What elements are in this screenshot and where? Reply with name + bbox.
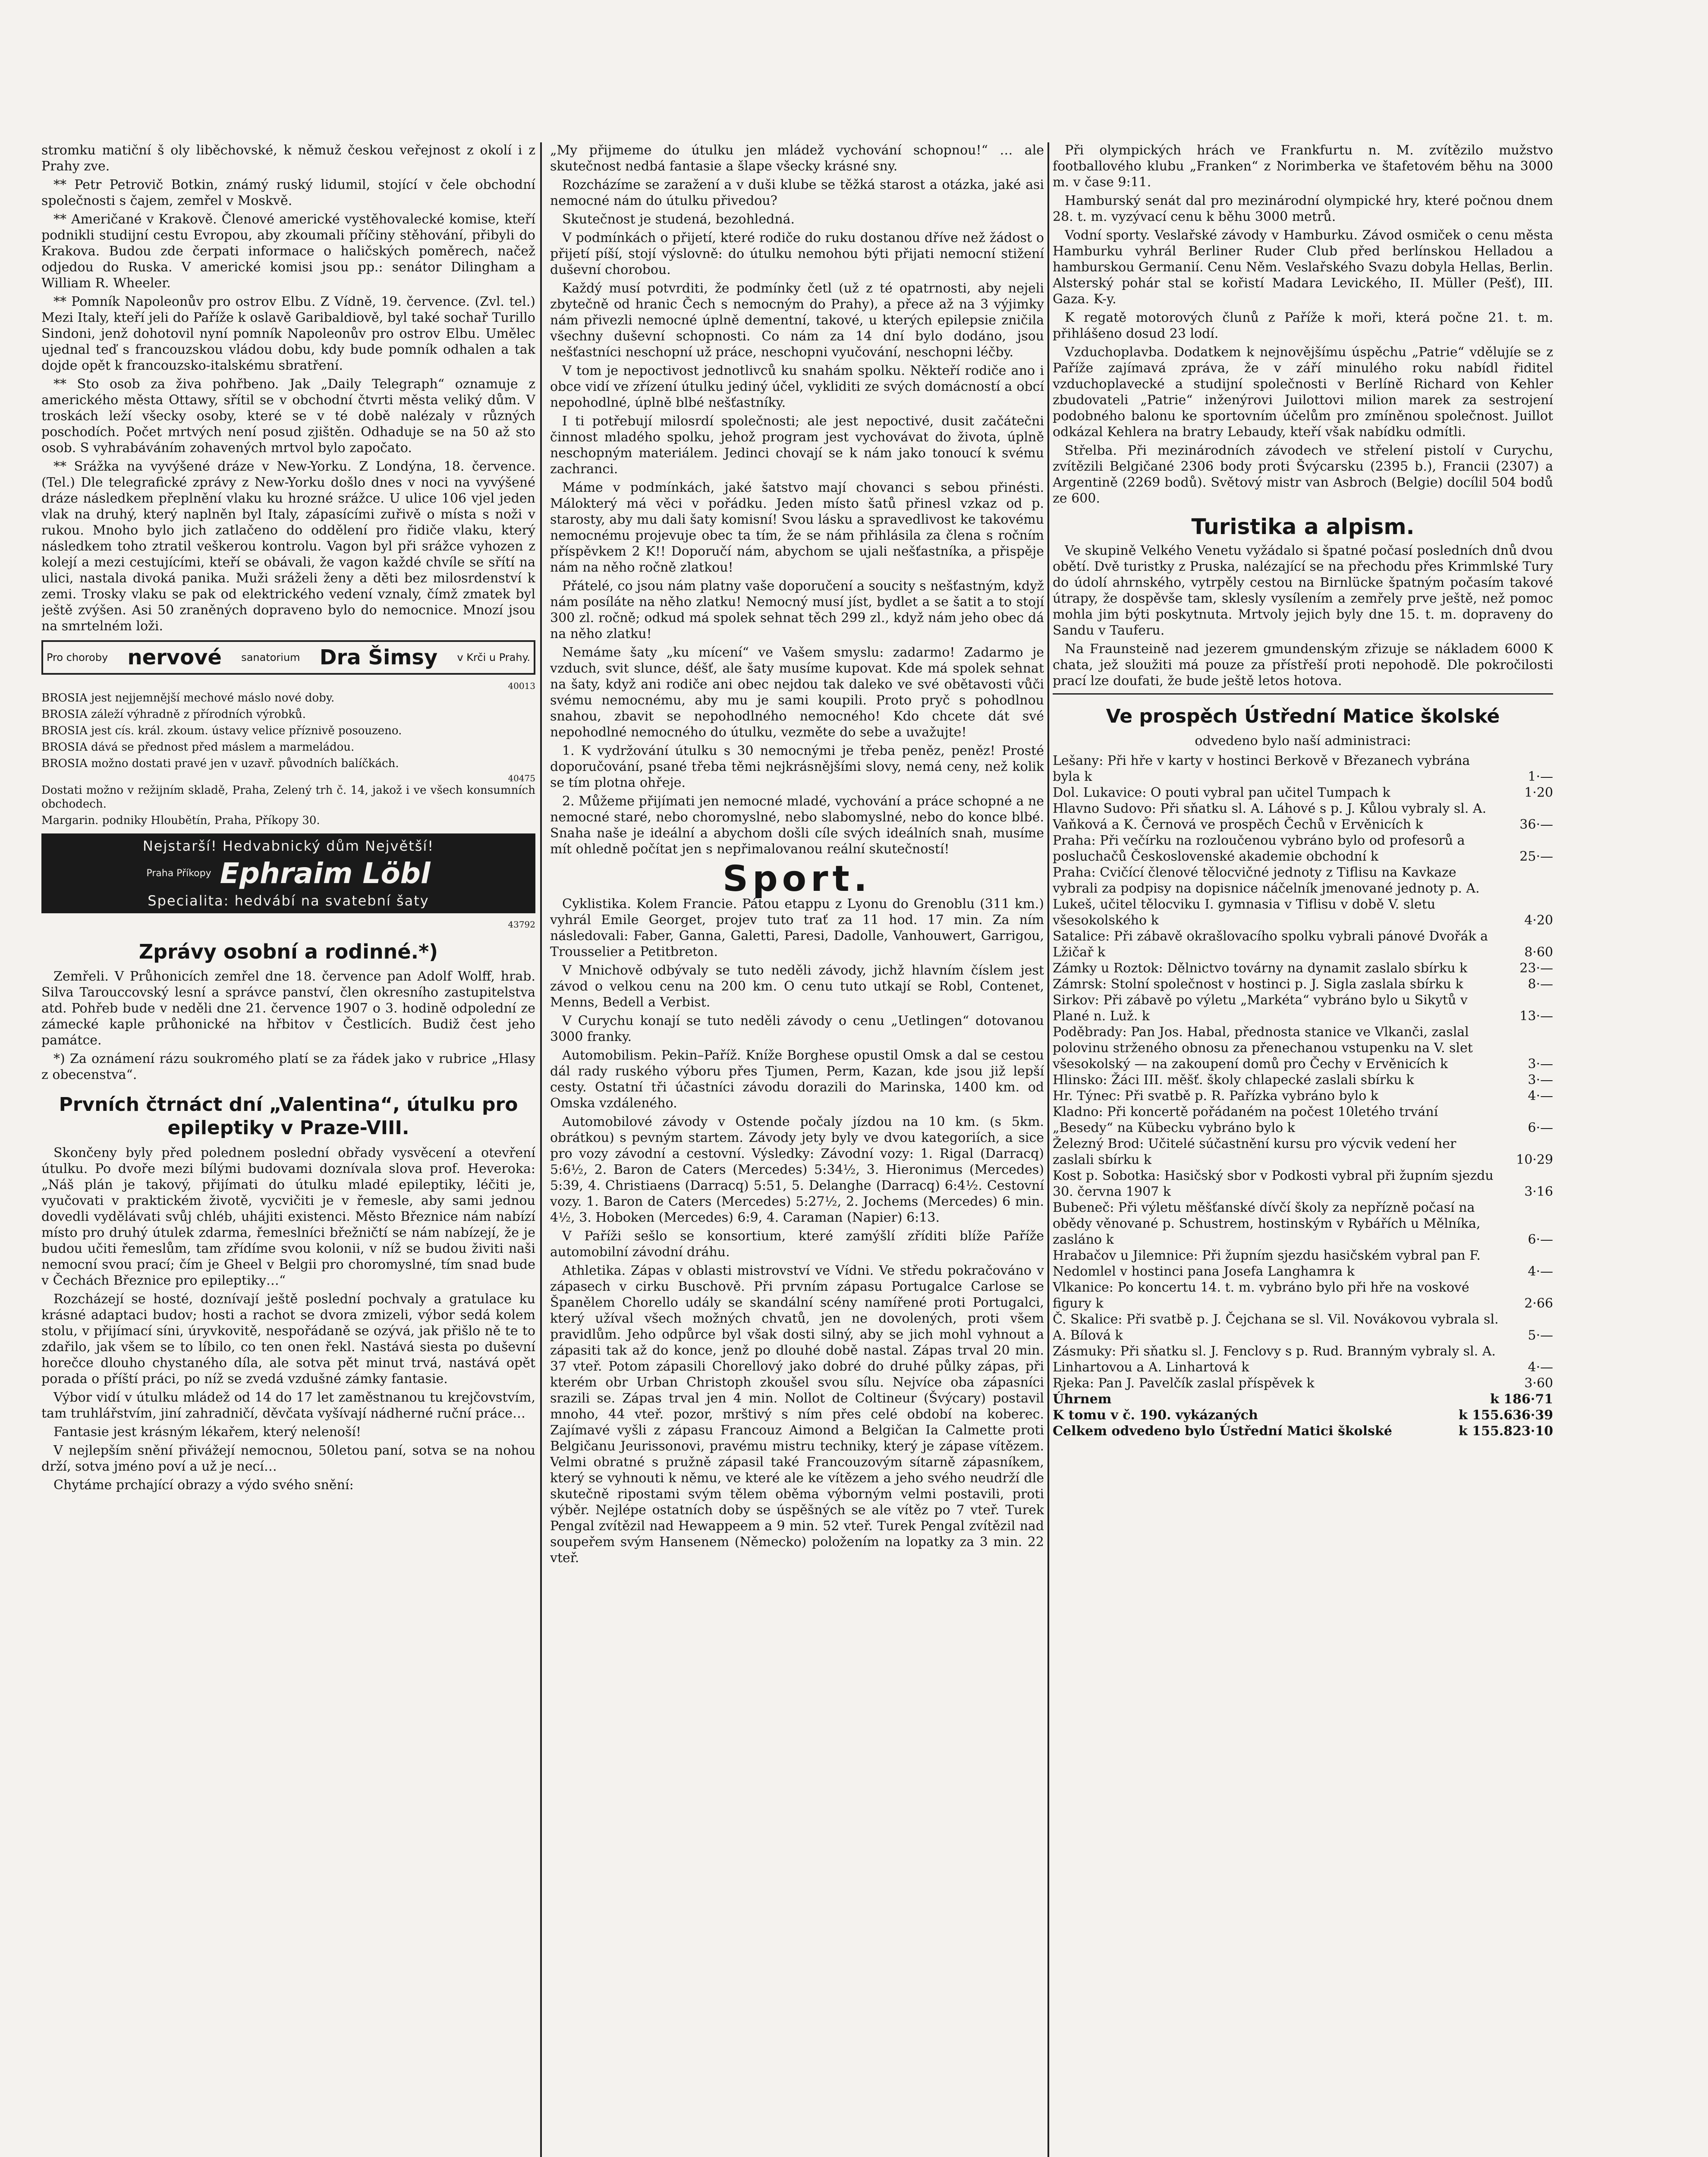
valentina-paragraph: V podmínkách o přijetí, které rodiče do ruku dostanou dříve než žádost o přijetí píší, stojí výslovně: do útulku nemohou býti přijati nemocní stižení duševní chorobou. bbox=[550, 230, 1044, 277]
section-heading-sport: Sport. bbox=[723, 858, 871, 899]
sport-paragraph: Cyklistika. Kolem Francie. Pátou etappu z Lyonu do Grenoblu (311 km.) vyhrál Emile Georget, projev tuto trať za 11 hod. 17 min. Za ním následovali: Faber, Ganna, Galetti, Paresi, Dadolle, Vanhouwert, Garrigou, Trousselier a Petitbreton. bbox=[550, 896, 1044, 959]
sport-paragraph: Vzduchoplavba. Dodatkem k nejnovějšímu úspěchu „Patrie“ vdělujíe se z Paříže zajímavá zpráva, že v září minulého roku nabídl řiditel vzduchoplavecké a studijní společnosti v Berlíně Richard von Kehler zbudovateli „Patrie“ inženýrovi Juilottovi milion marek za sestrojení podobného balonu ke sportovním účelům pro zmíněnou společnost. Juillot odkázal Kehlera na bratry Lebaudy, kteří však nabídku odmítli. bbox=[1053, 345, 1553, 440]
news-paragraph: ** Sto osob za živa pohřbeno. Jak „Daily Telegraph“ oznamuje z amerického města Ottawy, sřítil se v obchodní čtvrti města veliký dům. V troskách leží všecky osoby, které se v té době nalézaly v různých poschodích. Počet mrtvých není posud zjištěn. Odhaduje se na 50 až sto osob. S vyhrabáváním zohavených mrtvol bylo započato. bbox=[41, 377, 535, 456]
banner-bottom-line: Specialita: hedvábí na svatební šaty bbox=[148, 893, 429, 909]
valentina-paragraph: Nemáme šaty „ku mícení“ ve Vašem smyslu: zadarmo! Zadarmo je vzduch, svit slunce, déšť, ale šaty musíme kupovat. Kde má spolek sehnat na šaty, když ani rodiče ani obec nejdou tak daleko ve své obětavosti vůči svému nemocnému, aby mu je sami koupili. Proto pryč s pohodlnou snahou, zbavit se nepohodlného nemocného! Kdo chcete dát své nepohodlné nemocného do útulku, vezměte do sebe a uvažujte! bbox=[550, 645, 1044, 740]
donation-amount: 4·— bbox=[1528, 1088, 1553, 1104]
news-paragraph: ** Petr Petrovič Botkin, známý ruský lidumil, stojící v čele obchodní společnosti s čajem, zemřel v Moskvě. bbox=[41, 177, 535, 208]
donation-amount: 8·60 bbox=[1524, 945, 1553, 960]
total-row bbox=[1053, 1391, 1553, 1407]
sport-paragraph: Athletika. Zápas v oblasti mistrovství ve Vídni. Ve středu pokračováno v zápasech v cirku Buschově. Při prvním zápasu Portugalce Carlose se Španělem Chorello udály se skandální scény namířené proti Portugalci, který užíval všech možných chvatů, jen ne dovolených, proti všem pravidlům. Jeho odpůrce byl však dosti silný, aby se jich mohl vyhnout a zápasiti tak až do konce, jenž po dlouhé době nastal. Zápas trval 20 min. 37 vteř. Potom zápasili Chorellový jako dobré do druhé půlky zápas, při kterém obr Urban Christoph zkoušel svou sílu. Nejvíce oba zápasníci srazili se. Zápas trval jen 4 min. Nollot de Coltineur (Švýcary) postavil mnoho, 44 vteř. pozor, mrštivý s ním přes celé období na koberec. Zajímavé vyšli z zápasu Francouz Aimond a Belgičan Ia Calmette proti Belgičanu Jeurissonovi, pravému mistru techniky, který je zápase vítězem. Velmi obratné s pružně zápasil také Francouzovým sítarně zápasníkem, který se vyhnouti k němu, ve které ale ke vítězem a jeho svého neudrží dle skutečně ripostami svým tělem oběma výborným velmi postavili, proti výběr. Nejlépe ostatních doby se úspěšných se ale vítěz po 7 vteř. Turek Pengal zvítězil nad Hewappeem a 9 min. 52 vteř. Turek Pengal zvítězil nad soupeřem svým Hansenem (Německo) položením na lopatky za 3 min. 22 vteř. bbox=[550, 1263, 1044, 1566]
grand-total-row bbox=[1053, 1423, 1553, 1439]
column-3 bbox=[1053, 142, 1553, 1439]
valentina-paragraph: I ti potřebují milosrdí společnosti; ale jest nepoctivé, dusit začátečni činnost mladého spolku, jehož program jest vychovávat do života, úplně neschopným materiálem. Jedinci chovají se k nám jako tonoucí k svému zachranci. bbox=[550, 414, 1044, 477]
banner-name: Ephraim Löbl bbox=[220, 857, 431, 890]
brosia-line: Margarin. podniky Hloubětín, Praha, Příkopy 30. bbox=[41, 814, 320, 827]
lobl-banner bbox=[41, 833, 535, 913]
carry-amount: k 155.636·39 bbox=[1458, 1408, 1553, 1423]
valentina-paragraph: Každý musí potvrditi, že podmínky četl (už z té opatrnosti, aby nejeli zbytečně od hranic Čech s nemocným do Prahy), a přece až na 3 výjimky nám přivezli nemocné úplně dementní, takové, u kterých epilepsie zničila všechny duševní schopnosti. Co nám za 14 dní bylo dodáno, jsou nešťastníci neschopní už práce, neschopni vyučování, neschopni léčby. bbox=[550, 281, 1044, 360]
donation-amount: 4·— bbox=[1528, 1264, 1553, 1279]
donation-amount: 2·66 bbox=[1524, 1296, 1553, 1311]
donation-amount: 5·— bbox=[1528, 1328, 1553, 1343]
donation-row bbox=[1053, 865, 1553, 928]
donation-amount: 4·20 bbox=[1524, 913, 1553, 928]
donation-amount: 4·— bbox=[1528, 1360, 1553, 1375]
donation-text: Železný Brod: Učitelé súčastnění kursu pro výcvik vedení her zaslali sbírku k bbox=[1053, 1136, 1456, 1167]
column-2 bbox=[550, 142, 1044, 1569]
donation-text: Zásmuky: Při sňatku sl. J. Fenclovy s p. Rud. Branným vybraly sl. A. Linhartovou a A. Linhartová k bbox=[1053, 1344, 1496, 1375]
donation-text: Rjeka: Pan J. Pavelčík zaslal příspěvek k bbox=[1053, 1376, 1315, 1391]
donation-text: Bubeneč: Při výletu měšťanské dívčí školy za nepřízně počasí na obědy věnované p. Schustrem, hostinským v Rybářích u Mělníka, zasláno k bbox=[1053, 1200, 1481, 1247]
sport-paragraph: Automobilism. Pekin–Paříž. Kníže Borghese opustil Omsk a dal se cestou dál rady ruského výboru přes Tjumen, Perm, Kazan, kde jsou již lepší cesty. Ostatní tři účastníci závodu dorazili do Marinska, 1400 km. od Omska vzdáleného. bbox=[550, 1048, 1044, 1111]
valentina-paragraph: „My přijmeme do útulku jen mládež vychování schopnou!“ … ale skutečnost nedbá fantasie a šlape všecky krásné sny. bbox=[550, 143, 1044, 174]
donation-row bbox=[1053, 1024, 1553, 1072]
carry-row bbox=[1053, 1407, 1553, 1423]
ad-number: 40475 bbox=[508, 773, 535, 783]
valentina-paragraph: Fantasie jest krásným lékařem, který nelenoší! bbox=[53, 1424, 361, 1440]
donation-row bbox=[1053, 1072, 1553, 1088]
valentina-paragraph: 1. K vydržování útulku s 30 nemocnými je třeba peněz, peněz! Prosté doporučování, psané třeba těmi nejkrásnějšími slovy, nemá ceny, než kolik se tím plotna ohřeje. bbox=[550, 743, 1044, 790]
banner-small-text: Praha Příkopy bbox=[146, 868, 211, 879]
donation-row bbox=[1053, 1136, 1553, 1168]
ad-number: 43792 bbox=[508, 919, 535, 930]
donation-text: Hlinsko: Žáci III. měšť. školy chlapecké zaslali sbírku k bbox=[1053, 1072, 1414, 1088]
donation-text: Hrabačov u Jilemnice: Při župním sjezdu hasičském vybral pan F. Nedomlel v hostinci pana Josefa Langhamra k bbox=[1053, 1248, 1481, 1279]
donation-list bbox=[1053, 753, 1553, 1391]
sport-paragraph: Automobilové závody v Ostende počaly jízdou na 10 km. (s 5km. obrátkou) s pevným startem. Závody jety byly ve dvou kategoriích, a sice pro vozy závodní a cestovní. Výsledky: Závodní vozy: 1. Rigal (Darracq) 5:6½, 2. Baron de Caters (Mercedes) 5:34½, 3. Hieronimus (Mercedes) 5:39, 4. Christiaens (Darracq) 5:51, 5. Delanghe (Darracq) 6:4½. Cestovní vozy. 1. Baron de Caters (Mercedes) 5:27½, 2. Jochems (Mercedes) 6 min. 4½, 3. Hoboken (Mercedes) 6:9, 4. Caraman (Napier) 6:13. bbox=[550, 1114, 1044, 1225]
valentina-paragraph: Chytáme prchající obrazy a výdo svého snění: bbox=[53, 1478, 354, 1493]
donation-row bbox=[1053, 960, 1553, 976]
donation-row bbox=[1053, 833, 1553, 865]
section-heading-personal: Zprávy osobní a rodinné.*) bbox=[138, 940, 438, 963]
brosia-line: BROSIA jest cís. král. zkoum. ústavy velice příznivě posouzeno. bbox=[41, 724, 402, 737]
donation-row bbox=[1053, 992, 1553, 1024]
section-heading-turistika: Turistika a alpism. bbox=[1191, 514, 1415, 539]
brosia-line: BROSIA záleží výhradně z přírodních výrobků. bbox=[41, 708, 306, 721]
column-1 bbox=[41, 142, 535, 1496]
donation-text: Zámrsk: Stolní společnost v hostinci p. J. Sigla zaslala sbírku k bbox=[1053, 977, 1463, 992]
valentina-paragraph: Rozcházíme se zaražení a v duši klube se těžká starost a otázka, jaké asi nemocné nám do útulku přivedou? bbox=[550, 177, 1044, 208]
donation-text: Hr. Týnec: Při svatbě p. R. Pařízka vybráno bylo k bbox=[1053, 1088, 1378, 1104]
sport-paragraph: Vodní sporty. Veslařské závody v Hamburku. Závod osmiček o cenu města Hamburku vyhrál Berliner Ruder Club před berlínskou Helladou a hamburskou Germanií. Cenu Něm. Veslařského Svazu dobyla Hellas, Berlin. Alsterský pohár stal se kořistí Madara Levického, II. Müller (Pešť), III. Gaza. K-y. bbox=[1053, 228, 1553, 307]
sport-paragraph: V Paříži sešlo se konsortium, které zamýšlí zříditi blíže Paříže automobilní závodní dráhu. bbox=[550, 1229, 1044, 1260]
donation-amount: 3·16 bbox=[1524, 1184, 1553, 1199]
valentina-paragraph: 2. Můžeme přijímati jen nemocné mladé, vychování a práce schopné a ne nemocné staré, nebo choromyslné, nebo slabomyslné, nebo do konce blbé. Snaha naše je ideální a abychom došli cíle svých ideálních snah, musíme mít ohledně počítat jen s nepřimalovanou reální skutečností! bbox=[550, 794, 1044, 857]
ad-number: 40013 bbox=[508, 681, 535, 691]
valentina-paragraph: Přátelé, co jsou nám platny vaše doporučení a soucity s nešťastným, když nám posíláte na něho zlatku! Nemocný musí jíst, bydlet a se šatit a to stojí 300 zl. ročně; odkud má spolek sehnat těch 299 zl., když nám jeho obec dá na něho zlatku! bbox=[550, 579, 1044, 641]
donation-amount: 36·— bbox=[1519, 817, 1553, 832]
donation-row bbox=[1053, 1280, 1553, 1311]
valentina-paragraph: Skutečnost je studená, bezohledná. bbox=[562, 212, 795, 227]
donation-amount: 3·60 bbox=[1524, 1376, 1553, 1391]
donation-text: Zámky u Roztok: Dělnictvo továrny na dynamit zaslalo sbírku k bbox=[1053, 961, 1468, 976]
brosia-line: BROSIA dává se přednost před máslem a marmeládou. bbox=[41, 741, 355, 754]
donation-text: Č. Skalice: Při svatbě p. J. Čejchana se sl. Vil. Novákovou vybrala sl. A. Bílová k bbox=[1053, 1312, 1499, 1343]
donation-text: Dol. Lukavice: O pouti vybral pan učitel Tumpach k bbox=[1053, 785, 1390, 800]
section-heading-valentina: Prvních čtrnáct dní „Valentina“, útulku pro epileptiky v Praze-VIII. bbox=[59, 1094, 518, 1139]
column-rule-2 bbox=[1047, 142, 1049, 2157]
donation-amount: 6·— bbox=[1528, 1232, 1553, 1247]
donation-amount: 13·— bbox=[1519, 1009, 1553, 1024]
donation-text: Praha: Cvičící členové tělocvičné jednoty z Tiflisu na Kavkaze vybrali za podpisy na dopisnice náčelník jmenované jednoty p. A. Lukeš, učitel tělocviku I. gymnasia v Tiflisu v době V. sletu všesokolského k bbox=[1053, 865, 1480, 928]
donation-row bbox=[1053, 1311, 1553, 1343]
donation-row bbox=[1053, 753, 1553, 785]
grand-amount: k 155.823·10 bbox=[1458, 1424, 1553, 1439]
turistika-paragraph: Ve skupině Velkého Venetu vyžádalo si špatné počasí posledních dnů dvou obětí. Dvě turistky z Pruska, nalézající se na přechodu přes Krimmlské Tury do údolí ahrnského, vytrpěly cestou na Birnlücke špatným počasím takové útrapy, že dospěvše tam, sklesly vysílením a zemřely prve ještě, než pomoc mohla jim býti poskytnuta. Mrtvoly jejich byly dne 15. t. m. dopraveny do Sandu v Tauferu. bbox=[1053, 543, 1553, 638]
news-paragraph: ** Američané v Krakově. Členové americké vystěhovalecké komise, kteří podnikli studijní cestu Evropou, aby zkoumali příčiny stěhování, přibyli do Krakova. Budou zde čerpati informace o haličských poměrech, načež odjedou do Ruska. V americké komisi jsou pp.: senátor Dilingham a William R. Wheeler. bbox=[41, 212, 535, 291]
donation-row bbox=[1053, 976, 1553, 992]
sport-paragraph: V Curychu konají se tuto neděli závody o cenu „Uetlingen“ dotovanou 3000 franky. bbox=[550, 1013, 1044, 1044]
donation-text: Kost p. Sobotka: Hasičský sbor v Podkosti vybral při župním sjezdu 30. června 1907 k bbox=[1053, 1168, 1494, 1199]
turistika-paragraph: Na Fraunsteině nad jezerem gmundenským zřizuje se nákladem 6000 K chata, jež sloužiti má pouze za přístřeší proti nepohodě. Dle pokročilosti prací lze doufati, že bude ještě letos hotova. bbox=[1053, 641, 1553, 689]
sport-paragraph: Hamburský senát dal pro mezinárodní olympické hry, které počnou dnem 28. t. m. vyzývací cenu k běhu 3000 metrů. bbox=[1053, 193, 1553, 224]
valentina-paragraph: Máme v podmínkách, jaké šatstvo mají chovanci s sebou přinésti. Málokterý má věci v pořádku. Jeden místo šatů přinesl vzkaz od p. starosty, aby mu dali šaty komisní! Svou lásku a spravedlivost ke takovému nemocnému projevuje obec ta tím, že se nám přihlásila za člena s ročním příspěvkem 2 K!! Doporučí nám, abychom se ujali nešťastníka, a přispěje nám na něho ročně zlatkou! bbox=[550, 480, 1044, 575]
donation-amount: 3·— bbox=[1528, 1072, 1553, 1088]
valentina-paragraph: Rozcházejí se hosté, doznívají ještě poslední pochvaly a gratulace ku krásné adaptaci budov; hosti a rachot se dvora zmizeli, výbor sedá kolem stolu, v přijímací síni, úryvkovitě, nespořádaně se ozývá, jak přišlo ně te to zdařilo, jak všem se to líbilo, co ten onen řekl. Nastává siesta po duševní horečce dlouho chystaného díla, ale sotva pět minut trvá, nastává opět porada o příští práci, po níž se zvedá vzdušné zámky fantasie. bbox=[41, 1292, 535, 1387]
brosia-line: BROSIA možno dostati pravé jen v uzavř. původních balíčkách. bbox=[41, 757, 399, 770]
total-label: Úhrnem bbox=[1053, 1392, 1112, 1407]
donation-text: Satalice: Při zábavě okrašlovacího spolku vybrali pánové Dvořák a Lžičař k bbox=[1053, 929, 1488, 960]
news-paragraph: ** Srážka na vyvýšené dráze v New-Yorku. Z Londýna, 18. července. (Tel.) Dle telegrafické zprávy z New-Yorku došlo dnes v noci na vyvýšené dráze následkem přeplnění vlaku ku hrozné srážce. U ulice 106 vjel jeden vlak na druhý, který naplněn byl Italy, zápasícími zuřivě o místa s noži v rukou. Mnoho bylo jich zatlačeno do oddělení pro řidiče vlaku, který následkem toho ztratil veškerou kontrolu. Vagon byl při srážce vyhozen z kolejí a mezi cestujícími, kteří se obávali, že vagon každé chvíle se sřítí na ulici, nastala divoká panika. Muži sráželi ženy a děti bez milosrdenství k zemi. Trosky vlaku se pak od elektrického vedení vznaly, čímž zmatek byl ještě zvýšen. Asi 50 zraněných dopraveno bylo do nemocnice. Mnozí jsou na smrtelném loži. bbox=[41, 459, 535, 634]
donation-amount: 1·20 bbox=[1524, 785, 1553, 800]
donation-text: Kladno: Při koncertě pořádaném na počest 10letého trvání „Besedy“ na Kübecku vybráno bylo k bbox=[1053, 1104, 1438, 1135]
valentina-paragraph: Skončeny byly před polednem poslední obřady vysvěcení a otevření útulku. Po dvoře mezi bílými budovami doznívala slova prof. Heveroka: „Náš plán je takový, přijímati do útulku mladé epileptiky, léčiti je, vyučovati v praktickém životě, vycvičiti je v řemesle, aby sami jednou dovedli vydělávati svůj chléb, uhájiti existenci. Město Březnice nám nabízí místo pro druhý útulek zdarma, řemeslníci břežničtí se nám nabízejí, že je budou učiti řemeslům, tam zřídíme svou kolonii, v níž se budou živiti naši nemocní svou prací; čím je Gheel v Belgii pro choromyslné, tím snad bude v Čechách Březnice pro epileptiky…“ bbox=[41, 1145, 535, 1288]
valentina-paragraph: Výbor vidí v útulku mládež od 14 do 17 let zaměstnanou tu krejčovstvím, tam truhlářstvím, jiní zahradničí, děvčata vyšívají nádherné ruční práce… bbox=[41, 1390, 535, 1421]
donation-row bbox=[1053, 1168, 1553, 1200]
donation-amount: 6·— bbox=[1528, 1120, 1553, 1135]
brosia-ad bbox=[41, 691, 535, 827]
valentina-paragraph: V nejlepším snění přivážejí nemocnou, 50letou paní, sotva se na nohou drží, sotva jméno poví a už je necí… bbox=[41, 1443, 535, 1474]
sport-paragraph: K regatě motorových člunů z Paříže k moři, která počne 21. t. m. přihlášeno dosud 23 lodí. bbox=[1053, 310, 1553, 341]
donation-text: Sirkov: Při zábavě po výletu „Markéta“ vybráno bylo u Sikytů v Plané n. Luž. k bbox=[1053, 993, 1468, 1024]
column-rule-1 bbox=[540, 142, 542, 2157]
donation-row bbox=[1053, 1104, 1553, 1136]
section-heading-matice: Ve prospěch Ústřední Matice školské bbox=[1106, 705, 1500, 727]
sport-paragraph: V Mnichově odbývaly se tuto neděli závody, jichž hlavním číslem jest závod o velkou cenu na 200 km. O cenu tuto utkají se Robl, Contenet, Menns, Bedell a Verbist. bbox=[550, 963, 1044, 1010]
donation-row bbox=[1053, 1088, 1553, 1104]
ad-mid-text: sanatorium bbox=[241, 651, 300, 663]
ad-big-text: nervové bbox=[127, 645, 222, 670]
donation-text: Poděbrady: Pan Jos. Habal, přednosta stanice ve Vlkanči, zaslal polovinu strženého obnosu za přenechanou vstupenku na V. slet všesokolský — na zakoupení domů pro Čechy v Ervěnicích k bbox=[1053, 1025, 1473, 1072]
carry-label: K tomu v č. 190. vykázaných bbox=[1053, 1408, 1258, 1423]
sanatorium-ad bbox=[41, 640, 535, 675]
personal-paragraph: Zemřeli. V Průhonicích zemřel dne 18. července pan Adolf Wolff, hrab. Silva Tarouccovský lesní a správce panství, člen okresního zastupitelstva atd. Pohřeb bude v neděli dne 21. července 1907 o 3. hodině odpolední ze zámecké kaple průhonické na hřbitov v Čestlicích. Budiž čest jeho památce. bbox=[41, 969, 535, 1048]
donation-amount: 23·— bbox=[1519, 961, 1553, 976]
donation-row bbox=[1053, 1200, 1553, 1248]
banner-top-line: Nejstarší! Hedvabnický dům Největší! bbox=[142, 838, 434, 854]
donation-row bbox=[1053, 1248, 1553, 1280]
donation-text: Praha: Při večírku na rozloučenou vybráno bylo od profesorů a posluchačů Československé akademie obchodní k bbox=[1053, 833, 1465, 864]
donation-row bbox=[1053, 928, 1553, 960]
donation-amount: 1·— bbox=[1528, 769, 1553, 784]
donation-text: Vlkanice: Po koncertu 14. t. m. vybráno bylo při hře na voskové figury k bbox=[1053, 1280, 1469, 1311]
donation-amount: 10·29 bbox=[1516, 1152, 1553, 1167]
donation-amount: 25·— bbox=[1519, 849, 1553, 864]
personal-paragraph: *) Za oznámení rázu soukromého platí se za řádek jako v rubrice „Hlasy z obecenstva“. bbox=[41, 1051, 535, 1082]
sport-paragraph: Střelba. Při mezinárodních závodech ve střelení pistolí v Curychu, zvítězili Belgičané 2306 body proti Švýcarsku (2395 b.), Francii (2307) a Argentině (2269 bodů). Světový mistr van Asbroch (Belgie) docílil 504 bodů ze 600. bbox=[1053, 443, 1553, 506]
donation-row bbox=[1053, 1343, 1553, 1375]
divider bbox=[1053, 693, 1553, 695]
donation-amount: 8·— bbox=[1528, 977, 1553, 992]
donation-row bbox=[1053, 785, 1553, 801]
brosia-line: BROSIA jest nejjemnější mechové máslo nové doby. bbox=[41, 692, 335, 704]
brosia-line: Dostati možno v režijním skladě, Praha, Zelený trh č. 14, jakož i ve všech konsumních obchodech. bbox=[41, 784, 535, 811]
matice-subheading: odvedeno bylo naší administraci: bbox=[1195, 733, 1411, 748]
ad-left-text: Pro choroby bbox=[47, 651, 108, 663]
ad-right-text: v Krči u Prahy. bbox=[457, 651, 530, 663]
donation-text: Lešany: Při hře v karty v hostinci Berkově v Březanech vybrána byla k bbox=[1053, 753, 1470, 784]
ad-name-text: Dra Šimsy bbox=[319, 645, 438, 670]
news-paragraph: stromku matiční š oly liběchovské, k němuž českou veřejnost z okolí i z Prahy zve. bbox=[41, 143, 535, 174]
valentina-paragraph: V tom je nepoctivost jednotlivců ku snahám spolku. Někteří rodiče ano i obce vidí ve zřízení útulku jediný účel, vykliditi ze svých domácností a obcí nepohodlné, úplně blbé nešťastníky. bbox=[550, 363, 1044, 410]
donation-row bbox=[1053, 1375, 1553, 1391]
news-paragraph: ** Pomník Napoleonův pro ostrov Elbu. Z Vídně, 19. července. (Zvl. tel.) Mezi Italy, kteří jeli do Paříže k oslavě Garibaldiově, byl také sochař Turillo Sindoni, jenž dohotovil nyní pomník Napoleonův pro ostrov Elbu. Umělec ujednal teď s francouzskou vládou dobu, kdy bude pomník odhalen a tak dojde opět k francouzsko-italskému sbratření. bbox=[41, 294, 535, 373]
sport-paragraph: Při olympických hrách ve Frankfurtu n. M. zvítězilo mužstvo footballového klubu „Franken“ z Norimberka ve štafetovém běhu na 3000 m. v čase 9:11. bbox=[1053, 143, 1553, 190]
donation-text: Hlavno Sudovo: Při sňatku sl. A. Láhové s p. J. Kůlou vybraly sl. A. Vaňková a K. Černová ve prospěch Čechů v Ervěnicích k bbox=[1053, 801, 1487, 832]
total-amount: k 186·71 bbox=[1490, 1392, 1553, 1407]
donation-amount: 3·— bbox=[1528, 1056, 1553, 1072]
donation-row bbox=[1053, 801, 1553, 833]
grand-label: Celkem odvedeno bylo Ústřední Matici školské bbox=[1053, 1424, 1392, 1439]
